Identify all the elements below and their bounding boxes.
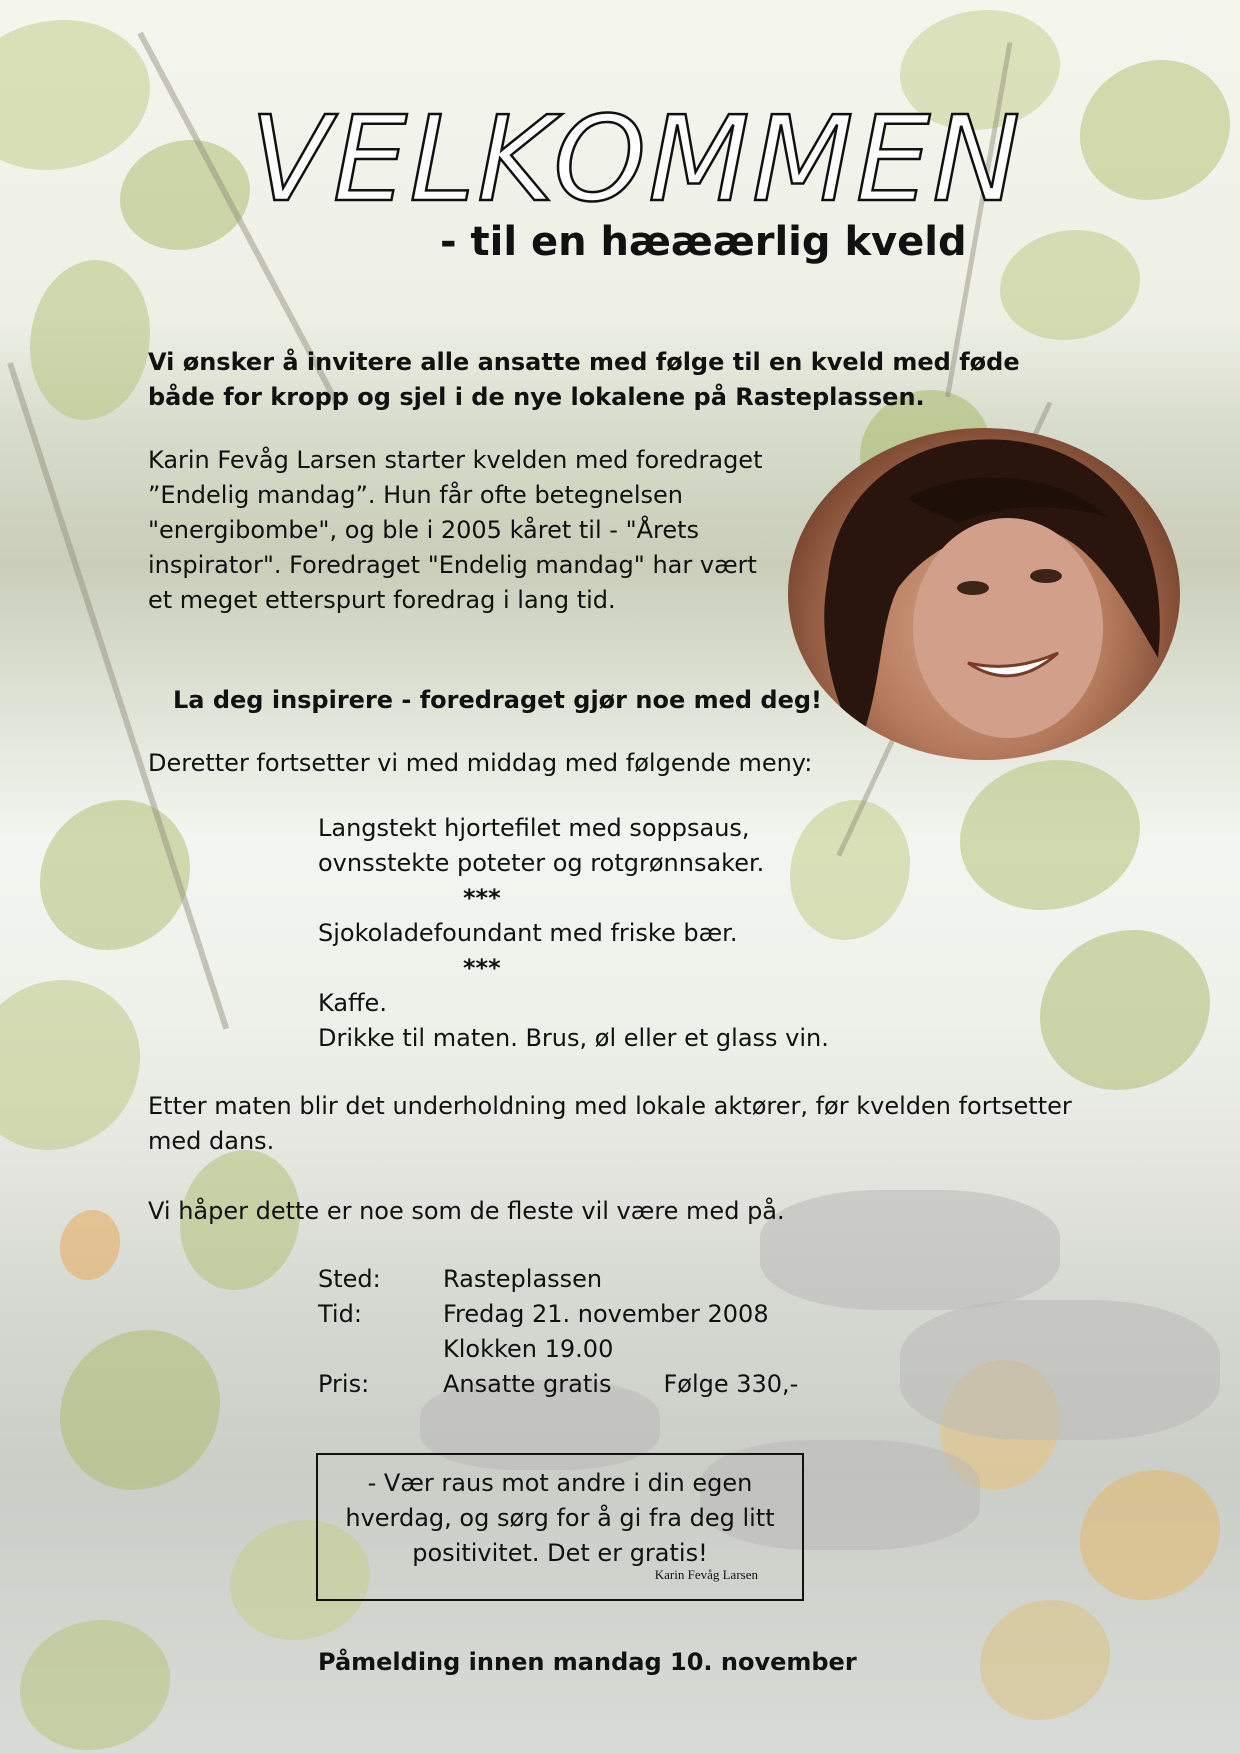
speaker-portrait xyxy=(788,428,1180,760)
clock-value: Klokken 19.00 xyxy=(443,1335,614,1363)
page-title: VELKOMMEN xyxy=(250,90,1023,228)
signup-deadline: Påmelding innen mandag 10. november xyxy=(318,1648,857,1676)
event-info xyxy=(318,1262,798,1402)
hope-paragraph: Vi håper dette er noe som de fleste vil være med på. xyxy=(148,1197,785,1225)
place-label: Sted: xyxy=(318,1265,381,1293)
menu-item-main-1: Langstekt hjortefilet med soppsaus, xyxy=(318,814,750,842)
speaker-line: "energibombe", og ble i 2005 kåret til - "Årets xyxy=(148,516,700,544)
price-guest: Følge 330,- xyxy=(663,1370,799,1398)
title-block xyxy=(250,90,1023,280)
quote-box xyxy=(316,1453,804,1601)
menu-item-coffee: Kaffe. xyxy=(318,989,387,1017)
menu-item-main-2: ovnsstekte poteter og rotgrønnsaker. xyxy=(318,849,765,877)
menu-intro: Deretter fortsetter vi med middag med følgende meny: xyxy=(148,749,813,777)
quote-author: Karin Fevåg Larsen xyxy=(654,1567,758,1582)
price-label: Pris: xyxy=(318,1370,370,1398)
menu-item-drinks: Drikke til maten. Brus, øl eller et glass vin. xyxy=(318,1024,829,1052)
speaker-paragraph xyxy=(148,443,788,618)
intro-paragraph: Vi ønsker å invitere alle ansatte med følge til en kveld med føde både for kropp og sjel i de nye lokalene på Rasteplassen. xyxy=(148,348,1020,411)
speaker-line: ”Endelig mandag”. Hun får ofte betegnelsen xyxy=(148,481,683,509)
date-value: Fredag 21. november 2008 xyxy=(443,1300,769,1328)
inspire-slogan: La deg inspirere - foredraget gjør noe med deg! xyxy=(173,686,822,714)
place-value: Rasteplassen xyxy=(443,1265,603,1293)
page-subtitle: - til en hææærlig kveld xyxy=(440,219,967,265)
quote-text: - Vær raus mot andre i din egen hverdag, og sørg for å gi fra deg litt positivitet. Det er gratis! xyxy=(345,1469,775,1567)
price-staff: Ansatte gratis xyxy=(443,1370,612,1398)
entertainment-paragraph: Etter maten blir det underholdning med lokale aktører, før kvelden fortsetter med dans. xyxy=(148,1092,1072,1155)
speaker-line: Karin Fevåg Larsen starter kvelden med foredraget xyxy=(148,446,763,474)
time-label: Tid: xyxy=(318,1300,362,1328)
menu-item-dessert: Sjokoladefoundant med friske bær. xyxy=(318,919,738,947)
menu-separator: *** xyxy=(463,884,501,912)
speaker-line: inspirator". Foredraget "Endelig mandag" har vært xyxy=(148,551,757,579)
menu-list xyxy=(318,811,878,1056)
menu-separator: *** xyxy=(463,954,501,982)
speaker-line: et meget etterspurt foredrag i lang tid. xyxy=(148,586,616,614)
